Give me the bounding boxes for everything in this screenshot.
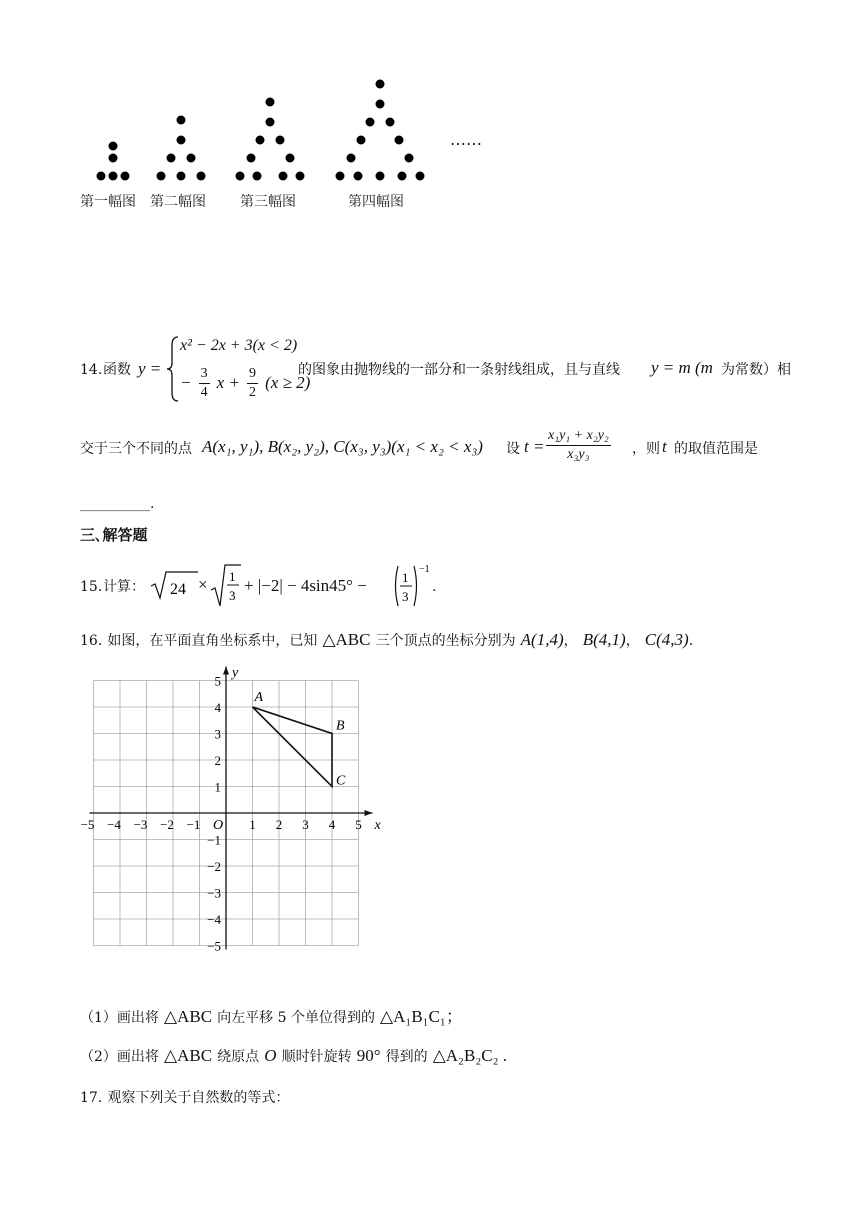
dot (167, 154, 176, 163)
q14-t-equals: t = (524, 437, 545, 456)
y-tick-label: 3 (214, 726, 221, 742)
y-axis-arrow (223, 667, 229, 675)
q17-number: 17. (80, 1090, 103, 1106)
sqrt-one-third (210, 562, 242, 610)
x-tick-label: 5 (355, 817, 362, 832)
point-label-a: A (254, 690, 264, 705)
q14-lead: 函数 (103, 362, 131, 378)
dot (197, 172, 206, 181)
x-axis-arrow (365, 810, 373, 816)
point-label-b: B (336, 718, 345, 734)
y-tick-label: −2 (207, 859, 221, 874)
figure-label-4: 第四幅图 (348, 194, 404, 210)
figure-4-dots (336, 80, 425, 181)
dot (266, 118, 275, 127)
q15-lead: 计算： (103, 579, 145, 595)
x-tick-label: 2 (275, 817, 283, 832)
y-tick-label: −3 (207, 885, 221, 901)
dot-pattern-figures (0, 70, 520, 190)
q16-point-b: B(4,1) (582, 630, 626, 649)
x-tick-label: −1 (186, 817, 201, 832)
figure-3-dots (236, 98, 305, 181)
svg-text:−1: −1 (419, 564, 430, 575)
dot (109, 142, 118, 151)
dot (336, 172, 345, 181)
dot (247, 154, 256, 163)
figure-ellipsis: …… (450, 130, 482, 149)
dot (405, 154, 414, 163)
q14-paren-m: (m (695, 358, 713, 377)
figure-label-1: 第一幅图 (80, 194, 136, 210)
figure-1-dots (97, 142, 130, 181)
dot (109, 154, 118, 163)
q14-t-var: t (662, 437, 667, 456)
y-tick-label: −1 (207, 832, 221, 848)
dot (357, 136, 366, 145)
q15-reciprocal-power (392, 562, 437, 610)
dot (376, 80, 385, 89)
q16-point-c: C(4,3) (644, 630, 689, 649)
dot (354, 172, 363, 181)
y-tick-label: −4 (207, 912, 221, 927)
question-17 (80, 1087, 289, 1108)
x-tick-label: 4 (328, 817, 336, 832)
dot (157, 172, 166, 181)
y-tick-label: 1 (214, 779, 221, 795)
q14-y-equals: y = (138, 359, 162, 378)
dot (347, 154, 356, 163)
y-tick-label: 2 (214, 753, 221, 768)
dot (398, 172, 407, 181)
y-tick-label: −5 (207, 938, 221, 954)
x-tick-label: −2 (160, 817, 174, 832)
q15-period: . (432, 579, 437, 595)
dot (177, 116, 186, 125)
dot (376, 172, 385, 181)
svg-text:1: 1 (229, 569, 236, 584)
q15-expr-tail: + |−2| − 4sin45° − (244, 576, 367, 595)
q14-piece-2: − $\frac{3}{4}$ x + $\frac{9}{2}$ (x ≥ 2) (180, 366, 311, 400)
sqrt-24 (150, 568, 200, 602)
q14-number: 14. (80, 362, 103, 378)
dot (386, 118, 395, 127)
dot (253, 172, 262, 181)
svg-text:24: 24 (170, 581, 186, 598)
question-14 (80, 333, 800, 493)
figure-label-2: 第二幅图 (150, 194, 206, 210)
q14-line2-d: 的取值范围是 (674, 441, 758, 457)
q14-text-2: 为常数）相 (721, 362, 791, 378)
svg-text:1: 1 (402, 570, 409, 585)
dot (121, 172, 130, 181)
question-15 (80, 562, 480, 612)
q16-text-2: 三个顶点的坐标分别为 (375, 633, 516, 649)
dot (276, 136, 285, 145)
coordinate-plane-chart (80, 660, 390, 960)
dot (97, 172, 106, 181)
question-16: 16. 如图，在平面直角坐标系中，已知 △ABC 三个顶点的坐标分别为 A(1,4)， B(4,1)， C(4,3). (80, 630, 694, 649)
dot (395, 136, 404, 145)
dot (177, 136, 186, 145)
dot (187, 154, 196, 163)
origin-label: O (213, 818, 224, 833)
q14-piece-1: x² − 2x + 3(x < 2) (180, 337, 298, 354)
dot (416, 172, 425, 181)
y-tick-label: 5 (214, 673, 221, 689)
y-tick-label: 4 (214, 700, 221, 715)
figure-label-3: 第三幅图 (240, 194, 296, 210)
q14-text-1: 的图象由抛物线的一部分和一条射线组成，且与直线 (298, 362, 620, 378)
dot (256, 136, 265, 145)
q14-t-fraction: $\frac{\text{x₁y₁ + x₂y₂}}{\text{x₃y₃}}$ (548, 428, 609, 462)
q14-line2-a: 交于三个不同的点 (80, 441, 192, 457)
figure-2-dots (157, 116, 206, 181)
dot (236, 172, 245, 181)
dot (109, 172, 118, 181)
dot (279, 172, 288, 181)
dot (286, 154, 295, 163)
piecewise-brace (166, 335, 180, 403)
x-tick-label: −3 (133, 817, 148, 832)
x-tick-label: 1 (249, 817, 256, 832)
q16-triangle: △ABC (322, 630, 371, 649)
q14-line-eq: y = m (651, 358, 691, 377)
x-tick-label: −4 (107, 817, 121, 832)
svg-text:3: 3 (229, 588, 236, 603)
point-label-c: C (336, 773, 346, 789)
q16-sub-2: （2）画出将 △ABC 绕原点 O 顺时针旋转 90° 得到的 △A₂B₂C₂ . (80, 1046, 508, 1065)
x-tick-label: −5 (80, 817, 95, 832)
x-axis-label: x (374, 818, 381, 833)
q14-line2-c: ，则 (632, 441, 660, 457)
dot (366, 118, 375, 127)
q16-point-a: A(1,4) (520, 630, 564, 649)
q16-text: 如图，在平面直角坐标系中，已知 (107, 633, 318, 649)
y-axis-label: y (232, 665, 239, 681)
x-tick-label: 3 (302, 817, 309, 832)
dot (177, 172, 186, 181)
dot (376, 100, 385, 109)
q15-times: × (198, 575, 208, 594)
q14-line2-b: 设 (506, 441, 520, 457)
q17-text: 观察下列关于自然数的等式： (107, 1090, 290, 1106)
svg-text:3: 3 (402, 589, 409, 604)
q14-answer-blank: __________. (80, 496, 155, 512)
q15-number: 15. (80, 579, 103, 595)
q16-number: 16. (80, 633, 103, 649)
triangle-abc (253, 707, 333, 787)
dot (296, 172, 305, 181)
q16-sub-1: （1）画出将 △ABC 向左平移 5 个单位得到的 △A₁B₁C₁； (80, 1007, 463, 1026)
q14-points: A(x₁, y₁), B(x₂, y₂), C(x₃, y₃)(x₁ < x₂ < x₃) (202, 437, 483, 456)
dot (266, 98, 275, 107)
section-3-title: 三､解答题 (80, 526, 148, 544)
